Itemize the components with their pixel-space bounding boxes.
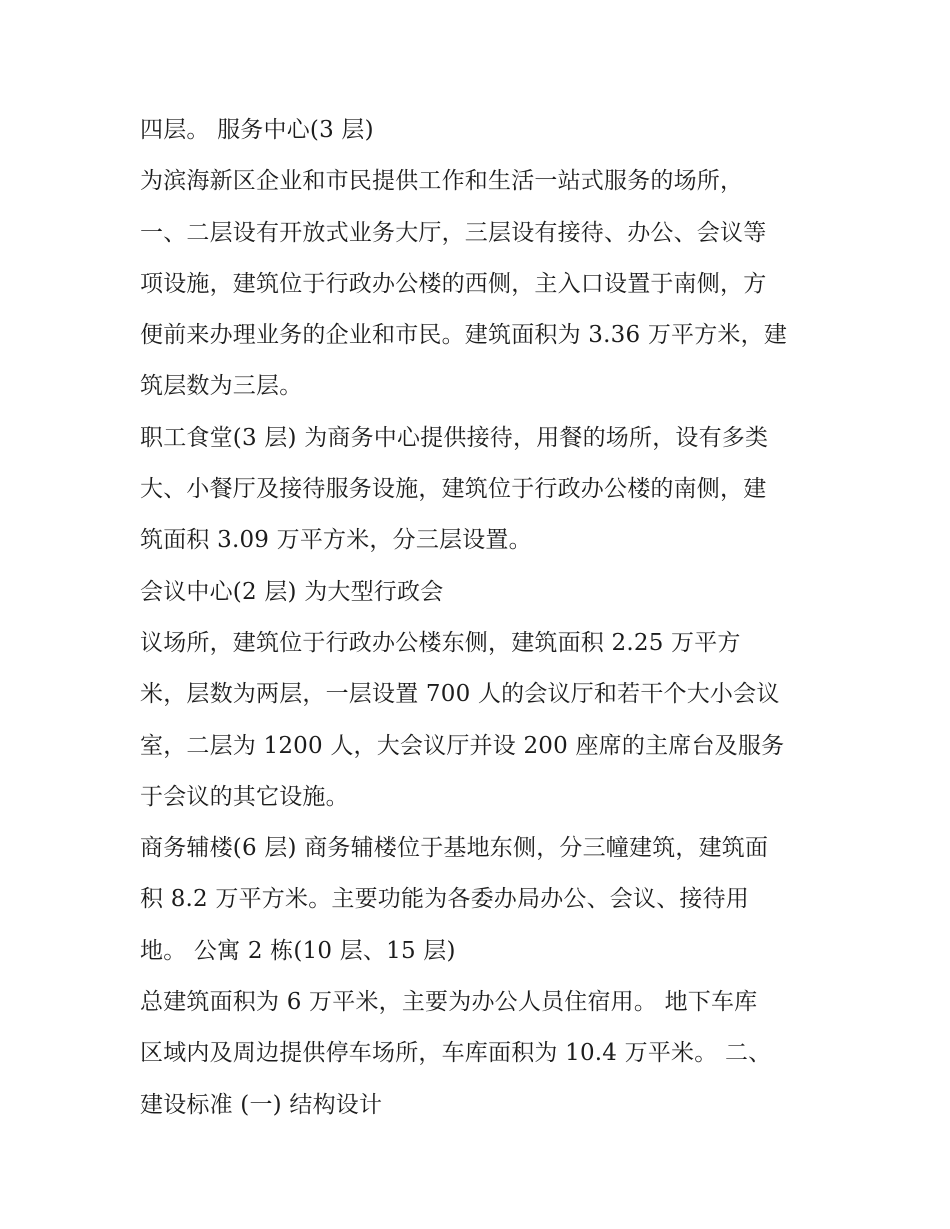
- text-line: 商务辅楼(6 层) 商务辅楼位于基地东侧，分三幢建筑，建筑面: [140, 835, 769, 862]
- text-line: 区域内及周边提供停车场所，车库面积为 10.4 万平米。 二、: [140, 1040, 772, 1067]
- text-line: 会议中心(2 层) 为大型行政会: [140, 578, 444, 605]
- body-text: [140, 112, 830, 1138]
- text-line: 筑面积 3.09 万平方米，分三层设置。: [140, 527, 532, 554]
- text-line: 项设施，建筑位于行政办公楼的西侧，主入口设置于南侧，方: [140, 270, 767, 297]
- text-line: 职工食堂(3 层) 为商务中心提供接待，用餐的场所，设有多类: [140, 424, 769, 451]
- text-line: 一、二层设有开放式业务大厅，三层设有接待、办公、会议等: [140, 219, 767, 246]
- text-line: 议场所，建筑位于行政办公楼东侧，建筑面积 2.25 万平方: [140, 629, 741, 656]
- text-line: 便前来办理业务的企业和市民。建筑面积为 3.36 万平方米，建: [140, 322, 788, 349]
- text-line: 四层。 服务中心(3 层): [140, 117, 374, 143]
- text-line: 总建筑面积为 6 万平米，主要为办公人员住宿用。 地下车库: [140, 989, 758, 1016]
- text-line: 为滨海新区企业和市民提供工作和生活一站式服务的场所，: [140, 168, 744, 195]
- text-line: 米，层数为两层，一层设置 700 人的会议厅和若干个大小会议: [140, 681, 780, 708]
- text-line: 筑层数为三层。: [140, 373, 303, 400]
- text-line: 建设标准 (一) 结构设计: [140, 1091, 383, 1118]
- text-line: 于会议的其它设施。: [140, 783, 349, 810]
- text-line: 大、小餐厅及接待服务设施，建筑位于行政办公楼的南侧，建: [140, 476, 767, 503]
- text-line: 地。 公寓 2 栋(10 层、15 层): [140, 937, 456, 964]
- text-line: 室，二层为 1200 人，大会议厅并设 200 座席的主席台及服务: [140, 732, 785, 759]
- text-line: 积 8.2 万平方米。主要功能为各委办局办公、会议、接待用: [140, 886, 749, 913]
